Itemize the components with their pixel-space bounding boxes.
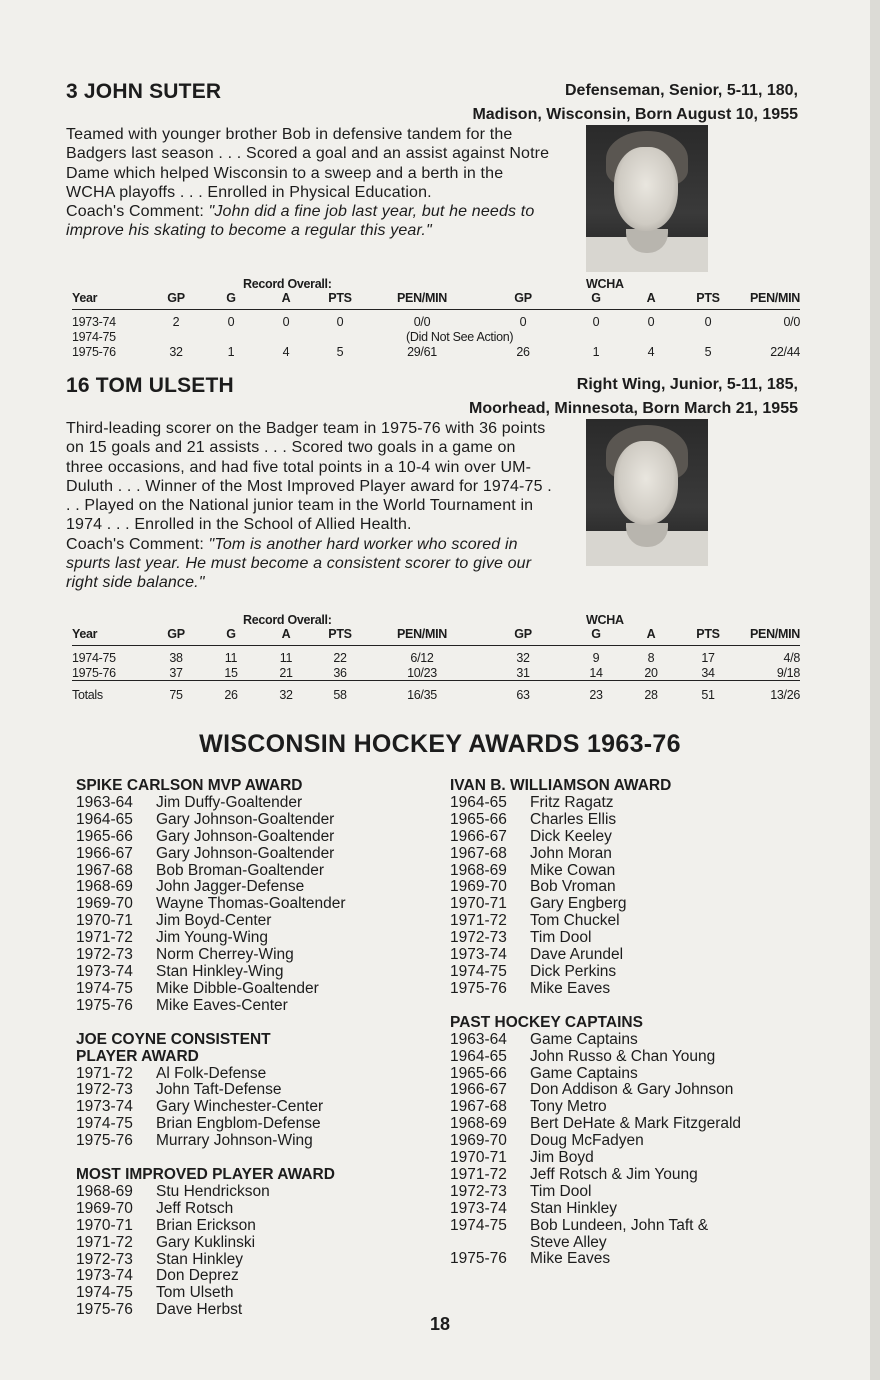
award-entry bbox=[76, 947, 436, 964]
stats-cell: 0 bbox=[282, 314, 290, 329]
stats-cell: 31 bbox=[516, 665, 530, 680]
stats-cell: 36 bbox=[333, 665, 347, 680]
stats-total-cell: 63 bbox=[516, 687, 530, 702]
stats-cell: 0 bbox=[592, 314, 600, 329]
stats-group-spacer bbox=[72, 276, 150, 291]
award-entry bbox=[450, 795, 780, 812]
award-entry bbox=[450, 1082, 780, 1099]
award-entry bbox=[450, 947, 780, 964]
stats-cell: 32 bbox=[516, 650, 530, 665]
stats-cell: 10/23 bbox=[407, 665, 437, 680]
stats-totals-label: Totals bbox=[72, 687, 103, 702]
award-year: 1971-72 bbox=[450, 912, 507, 930]
stats-row bbox=[72, 650, 800, 665]
stats-note: (Did Not See Action) bbox=[406, 329, 514, 344]
stats-cell: 2 bbox=[172, 314, 180, 329]
player-bio bbox=[66, 419, 552, 593]
award-entry bbox=[450, 1133, 780, 1150]
award-entry bbox=[450, 1218, 780, 1252]
stats-header: GP bbox=[476, 627, 570, 646]
award-year: 1972-73 bbox=[450, 929, 507, 947]
stats-cell: 0 bbox=[704, 314, 712, 329]
award-year: 1973-74 bbox=[76, 962, 133, 980]
award-entry bbox=[76, 1133, 436, 1150]
award-year: 1971-72 bbox=[76, 1064, 133, 1082]
award-year: 1964-65 bbox=[450, 1047, 507, 1065]
award-entry bbox=[76, 1285, 436, 1302]
award-year: 1972-73 bbox=[76, 1081, 133, 1099]
award-year: 1973-74 bbox=[76, 1098, 133, 1116]
stats-cell: 4/8 bbox=[783, 650, 800, 665]
award-recipient: John Jagger-Defense bbox=[156, 878, 305, 896]
award-entry bbox=[76, 930, 436, 947]
award-title: IVAN B. WILLIAMSON AWARD bbox=[450, 777, 672, 794]
award-year: 1967-68 bbox=[450, 1098, 507, 1116]
stats-header: PTS bbox=[680, 291, 736, 310]
award-year: 1968-69 bbox=[76, 1182, 133, 1200]
stats-row bbox=[72, 344, 800, 359]
award-entry bbox=[76, 981, 436, 998]
stats-total-cell: 32 bbox=[279, 687, 293, 702]
award-recipient: Norm Cherrey-Wing bbox=[156, 946, 294, 964]
photo-face bbox=[614, 147, 678, 231]
award-entry bbox=[76, 846, 436, 863]
stats-cell: 11 bbox=[279, 650, 293, 665]
coach-comment-quote: "Tom is another hard worker who scored in spurts last year. He must become a consistent scorer to give our right side balance." bbox=[66, 535, 532, 592]
player-bio bbox=[66, 125, 552, 241]
award-year: 1972-73 bbox=[76, 1250, 133, 1268]
award-recipient: Jim Boyd-Center bbox=[156, 912, 272, 930]
award-entry bbox=[450, 1201, 780, 1218]
player-profile-suter bbox=[66, 80, 798, 241]
player-bio-text: Teamed with younger brother Bob in defensive tandem for the Badgers last season . . . Scored a goal and an assist against Notre Dame which helped Wisconsin to a sweep and a berth in the WCHA playoffs . . . Enrolled in Physical Education. bbox=[66, 126, 550, 201]
stats-cell: 0 bbox=[227, 314, 235, 329]
stats-total-cell: 26 bbox=[224, 687, 238, 702]
award-entry bbox=[76, 1099, 436, 1116]
stats-header: G bbox=[570, 627, 622, 646]
award-recipient: Jim Young-Wing bbox=[156, 929, 269, 947]
stats-cell: 6/12 bbox=[410, 650, 434, 665]
award-recipient: Wayne Thomas-Goaltender bbox=[156, 895, 346, 913]
stats-cell: 8 bbox=[647, 650, 655, 665]
award-year: 1965-66 bbox=[450, 810, 507, 828]
award-title: MOST IMPROVED PLAYER AWARD bbox=[76, 1166, 335, 1184]
stats-cell: 4 bbox=[647, 344, 655, 359]
award-year: 1964-65 bbox=[76, 810, 133, 828]
award-recipient: Tom Chuckel bbox=[530, 912, 620, 930]
stats-cell: 37 bbox=[169, 665, 183, 680]
award-year: 1966-67 bbox=[450, 827, 507, 845]
award-title: SPIKE CARLSON MVP AWARD bbox=[76, 777, 303, 794]
stats-total-cell: 75 bbox=[169, 687, 183, 702]
player-name: 16 TOM ULSETH bbox=[66, 374, 234, 397]
award-recipient: Tony Metro bbox=[530, 1098, 607, 1116]
stats-cell: 29/61 bbox=[407, 344, 437, 359]
player-position: Right Wing, Junior, 5-11, 185, bbox=[576, 376, 798, 393]
award-recipient: Gary Winchester-Center bbox=[156, 1098, 324, 1116]
stats-cell: 22 bbox=[333, 650, 347, 665]
award-year: 1974-75 bbox=[450, 1216, 507, 1234]
stats-cell: 0/0 bbox=[413, 314, 431, 329]
stats-row bbox=[72, 314, 800, 329]
awards-title: WISCONSIN HOCKEY AWARDS 1963-76 bbox=[199, 730, 681, 758]
award-entry bbox=[450, 981, 780, 998]
stats-header: PEN/MIN bbox=[736, 627, 800, 646]
award-entry bbox=[450, 1184, 780, 1201]
stats-cell: 15 bbox=[224, 665, 238, 680]
award-year: 1968-69 bbox=[76, 878, 133, 896]
award-recipient: Dave Herbst bbox=[156, 1301, 243, 1319]
award-year: 1969-70 bbox=[76, 1199, 133, 1217]
award-year: 1972-73 bbox=[450, 1182, 507, 1200]
award-entry bbox=[76, 1184, 436, 1201]
stats-header: GP bbox=[150, 291, 202, 310]
award-entry bbox=[76, 829, 436, 846]
award-recipient: John Moran bbox=[530, 844, 612, 862]
award-section bbox=[76, 1032, 436, 1150]
stats-cell: 4 bbox=[282, 344, 290, 359]
award-year: 1969-70 bbox=[76, 895, 133, 913]
award-year: 1971-72 bbox=[450, 1165, 507, 1183]
stats-cell: 1 bbox=[227, 344, 235, 359]
stats-totals-row bbox=[72, 687, 800, 702]
stats-cell: 0/0 bbox=[783, 314, 800, 329]
award-recipient: Al Folk-Defense bbox=[156, 1064, 267, 1082]
stats-header: PEN/MIN bbox=[736, 291, 800, 310]
award-recipient: Bob Vroman bbox=[530, 878, 616, 896]
stats-year: 1975-76 bbox=[72, 665, 116, 680]
award-recipient: Bob Broman-Goaltender bbox=[156, 861, 325, 879]
award-recipient: Don Addison & Gary Johnson bbox=[530, 1081, 734, 1099]
coach-comment-label: Coach's Comment: bbox=[66, 203, 209, 221]
award-entry bbox=[76, 812, 436, 829]
stats-cell: 38 bbox=[169, 650, 183, 665]
award-year: 1974-75 bbox=[76, 1115, 133, 1133]
stats-row bbox=[72, 329, 800, 344]
record-overall-label: Record Overall: bbox=[243, 612, 332, 627]
stats-total-cell: 58 bbox=[333, 687, 347, 702]
award-year: 1970-71 bbox=[76, 912, 133, 930]
award-recipient: Dick Keeley bbox=[530, 827, 612, 845]
player-position: Defenseman, Senior, 5-11, 180, bbox=[564, 82, 798, 99]
award-recipient: Mike Eaves bbox=[530, 1250, 611, 1268]
award-entry bbox=[76, 896, 436, 913]
award-entry bbox=[450, 829, 780, 846]
award-entry bbox=[76, 1218, 436, 1235]
stats-header: PTS bbox=[312, 291, 368, 310]
award-entry bbox=[450, 1167, 780, 1184]
award-year: 1964-65 bbox=[450, 793, 507, 811]
award-entry bbox=[76, 795, 436, 812]
award-year: 1975-76 bbox=[450, 1250, 507, 1268]
award-entry bbox=[450, 964, 780, 981]
player-photo bbox=[586, 125, 708, 272]
award-recipient: Tim Dool bbox=[530, 929, 592, 947]
award-entry bbox=[76, 1235, 436, 1252]
stats-header: G bbox=[570, 291, 622, 310]
award-year: 1973-74 bbox=[450, 1199, 507, 1217]
award-year: 1974-75 bbox=[76, 979, 133, 997]
award-recipient: Bert DeHate & Mark Fitzgerald bbox=[530, 1115, 742, 1133]
stats-year: 1975-76 bbox=[72, 344, 116, 359]
awards-left-column bbox=[76, 778, 436, 1319]
award-recipient: Dick Perkins bbox=[530, 962, 617, 980]
award-year: 1969-70 bbox=[450, 1132, 507, 1150]
award-entry bbox=[450, 812, 780, 829]
stats-cell: 5 bbox=[336, 344, 344, 359]
player-photo bbox=[586, 419, 708, 566]
award-recipient: Jim Boyd bbox=[530, 1149, 594, 1167]
award-recipient: Jeff Rotsch & Jim Young bbox=[530, 1165, 698, 1183]
award-entry bbox=[450, 1066, 780, 1083]
stats-total-cell: 13/26 bbox=[770, 687, 800, 702]
coach-comment-quote: "John did a fine job last year, but he needs to improve his skating to become a regular this year." bbox=[66, 203, 535, 240]
award-section bbox=[450, 778, 780, 998]
award-year: 1970-71 bbox=[450, 1149, 507, 1167]
stats-header: G bbox=[202, 291, 260, 310]
stats-header: A bbox=[260, 291, 312, 310]
coach-comment-label: Coach's Comment: bbox=[66, 535, 209, 553]
award-year: 1974-75 bbox=[76, 1284, 133, 1302]
stats-table-ulseth bbox=[72, 612, 800, 702]
award-year: 1970-71 bbox=[76, 1216, 133, 1234]
award-year: 1975-76 bbox=[76, 996, 133, 1014]
stats-table-suter bbox=[72, 276, 800, 359]
award-entry bbox=[450, 879, 780, 896]
player-hometown: Madison, Wisconsin, Born August 10, 1955 bbox=[472, 106, 798, 123]
award-entry bbox=[76, 1201, 436, 1218]
player-hometown: Moorhead, Minnesota, Born March 21, 1955 bbox=[469, 400, 798, 417]
stats-cell: 9/18 bbox=[776, 665, 800, 680]
award-year: 1975-76 bbox=[76, 1132, 133, 1150]
award-year: 1963-64 bbox=[76, 793, 133, 811]
award-entry bbox=[76, 998, 436, 1015]
award-recipient: Stan Hinkley bbox=[530, 1199, 618, 1217]
record-overall-label: Record Overall: bbox=[243, 276, 332, 291]
award-year: 1975-76 bbox=[76, 1301, 133, 1319]
award-recipient: Gary Johnson-Goaltender bbox=[156, 844, 335, 862]
award-recipient: Jim Duffy-Goaltender bbox=[156, 793, 303, 811]
award-recipient: Doug McFadyen bbox=[530, 1132, 644, 1150]
award-year: 1968-69 bbox=[450, 861, 507, 879]
player-bio-text: Third-leading scorer on the Badger team in 1975-76 with 36 points on 15 goals and 21 assists . . . Scored two goals in a game on three occasions, and had five total points in a 10-4 win over UM-Duluth . . . Winner of the Most Improved Player award for 1974-75 . . . Played on the National junior team in the World Tournament in 1974 . . . Enrolled in the School of Allied Health. bbox=[66, 420, 552, 534]
photo-face bbox=[614, 441, 678, 525]
award-year: 1966-67 bbox=[76, 844, 133, 862]
award-year: 1973-74 bbox=[76, 1267, 133, 1285]
award-year: 1971-72 bbox=[76, 1233, 133, 1251]
award-year: 1963-64 bbox=[450, 1030, 507, 1048]
stats-cell: 26 bbox=[516, 344, 530, 359]
award-year: 1970-71 bbox=[450, 895, 507, 913]
award-entry bbox=[450, 913, 780, 930]
award-entry bbox=[450, 1116, 780, 1133]
award-year: 1972-73 bbox=[76, 946, 133, 964]
stats-cell: 22/44 bbox=[770, 344, 800, 359]
award-recipient: Bob Lundeen, John Taft & Steve Alley bbox=[530, 1216, 709, 1251]
stats-cell: 0 bbox=[519, 314, 527, 329]
award-recipient: Stu Hendrickson bbox=[156, 1182, 270, 1200]
award-year: 1969-70 bbox=[450, 878, 507, 896]
award-recipient: Tim Dool bbox=[530, 1182, 592, 1200]
stats-cell: 1 bbox=[592, 344, 600, 359]
player-profile-ulseth bbox=[66, 374, 798, 593]
award-title: PAST HOCKEY CAPTAINS bbox=[450, 1013, 643, 1031]
stats-cell: 0 bbox=[647, 314, 655, 329]
award-recipient: John Taft-Defense bbox=[156, 1081, 282, 1099]
award-year: 1975-76 bbox=[450, 979, 507, 997]
stats-header: A bbox=[622, 291, 680, 310]
wcha-label: WCHA bbox=[586, 276, 624, 291]
award-recipient: Don Deprez bbox=[156, 1267, 239, 1285]
stats-header: GP bbox=[476, 291, 570, 310]
award-entry bbox=[450, 896, 780, 913]
award-entry bbox=[76, 1066, 436, 1083]
stats-year: 1974-75 bbox=[72, 329, 116, 344]
award-recipient: Fritz Ragatz bbox=[530, 793, 614, 811]
stats-cell: 20 bbox=[644, 665, 658, 680]
stats-header: GP bbox=[150, 627, 202, 646]
award-entry bbox=[450, 1049, 780, 1066]
stats-cell: 5 bbox=[704, 344, 712, 359]
award-entry bbox=[450, 1099, 780, 1116]
award-entry bbox=[450, 1032, 780, 1049]
page-number: 18 bbox=[429, 1314, 451, 1334]
award-entry bbox=[76, 913, 436, 930]
award-recipient: Brian Engblom-Defense bbox=[156, 1115, 321, 1133]
award-recipient: Gary Johnson-Goaltender bbox=[156, 827, 335, 845]
award-entry bbox=[76, 863, 436, 880]
award-year: 1974-75 bbox=[450, 962, 507, 980]
stats-year: 1973-74 bbox=[72, 314, 116, 329]
stats-cell: 9 bbox=[592, 650, 600, 665]
award-entry bbox=[450, 863, 780, 880]
stats-cell: 11 bbox=[224, 650, 238, 665]
award-year: 1965-66 bbox=[76, 827, 133, 845]
award-entry bbox=[76, 879, 436, 896]
stats-header: Year bbox=[72, 291, 150, 310]
award-entry bbox=[450, 846, 780, 863]
stats-header: PTS bbox=[680, 627, 736, 646]
award-recipient: Game Captains bbox=[530, 1030, 638, 1048]
award-recipient: Mike Eaves-Center bbox=[156, 996, 288, 1014]
stats-year: 1974-75 bbox=[72, 650, 116, 665]
award-recipient: Mike Cowan bbox=[530, 861, 616, 879]
award-entry bbox=[76, 1116, 436, 1133]
award-recipient: Gary Kuklinski bbox=[156, 1233, 256, 1251]
award-year: 1971-72 bbox=[76, 929, 133, 947]
award-entry bbox=[450, 930, 780, 947]
award-year: 1973-74 bbox=[450, 946, 507, 964]
stats-header: PEN/MIN bbox=[368, 291, 476, 310]
award-recipient: Stan Hinkley-Wing bbox=[156, 962, 284, 980]
award-entry bbox=[450, 1251, 780, 1268]
award-recipient: Stan Hinkley bbox=[156, 1250, 244, 1268]
awards-right-column bbox=[450, 778, 780, 1268]
stats-header: A bbox=[622, 627, 680, 646]
award-year: 1967-68 bbox=[76, 861, 133, 879]
stats-cell: 21 bbox=[279, 665, 293, 680]
award-recipient: Mike Dibble-Goaltender bbox=[156, 979, 319, 997]
award-recipient: Game Captains bbox=[530, 1064, 638, 1082]
stats-group-spacer bbox=[72, 612, 150, 627]
award-recipient: Gary Engberg bbox=[530, 895, 627, 913]
award-recipient: John Russo & Chan Young bbox=[530, 1047, 716, 1065]
award-section bbox=[76, 778, 436, 1015]
player-name: 3 JOHN SUTER bbox=[66, 80, 222, 103]
stats-cell: 14 bbox=[589, 665, 603, 680]
stats-header: Year bbox=[72, 627, 150, 646]
page-edge bbox=[870, 0, 880, 1380]
stats-cell: 17 bbox=[701, 650, 715, 665]
award-entry bbox=[76, 1268, 436, 1285]
award-recipient: Mike Eaves bbox=[530, 979, 611, 997]
stats-cell: 0 bbox=[336, 314, 344, 329]
stats-header: G bbox=[202, 627, 260, 646]
award-recipient: Charles Ellis bbox=[530, 810, 617, 828]
award-entry bbox=[76, 1252, 436, 1269]
award-entry bbox=[450, 1150, 780, 1167]
award-recipient: Jeff Rotsch bbox=[156, 1199, 234, 1217]
stats-cell: 34 bbox=[701, 665, 715, 680]
wcha-label: WCHA bbox=[586, 612, 624, 627]
award-recipient: Gary Johnson-Goaltender bbox=[156, 810, 335, 828]
award-entry bbox=[76, 1082, 436, 1099]
stats-total-cell: 51 bbox=[701, 687, 715, 702]
award-year: 1965-66 bbox=[450, 1064, 507, 1082]
stats-header: A bbox=[260, 627, 312, 646]
award-recipient: Murrary Johnson-Wing bbox=[156, 1132, 313, 1150]
stats-total-cell: 23 bbox=[589, 687, 603, 702]
award-recipient: Brian Erickson bbox=[156, 1216, 256, 1234]
award-recipient: Dave Arundel bbox=[530, 946, 624, 964]
award-recipient: Tom Ulseth bbox=[156, 1284, 234, 1302]
award-section bbox=[76, 1167, 436, 1319]
stats-row bbox=[72, 665, 800, 681]
stats-total-cell: 28 bbox=[644, 687, 658, 702]
award-year: 1968-69 bbox=[450, 1115, 507, 1133]
award-year: 1967-68 bbox=[450, 844, 507, 862]
stats-cell: 32 bbox=[169, 344, 183, 359]
award-year: 1966-67 bbox=[450, 1081, 507, 1099]
award-title: JOE COYNE CONSISTENT PLAYER AWARD bbox=[76, 1030, 271, 1065]
award-section bbox=[450, 1015, 780, 1269]
award-entry bbox=[76, 964, 436, 981]
stats-total-cell: 16/35 bbox=[407, 687, 437, 702]
stats-header: PTS bbox=[312, 627, 368, 646]
stats-header: PEN/MIN bbox=[368, 627, 476, 646]
